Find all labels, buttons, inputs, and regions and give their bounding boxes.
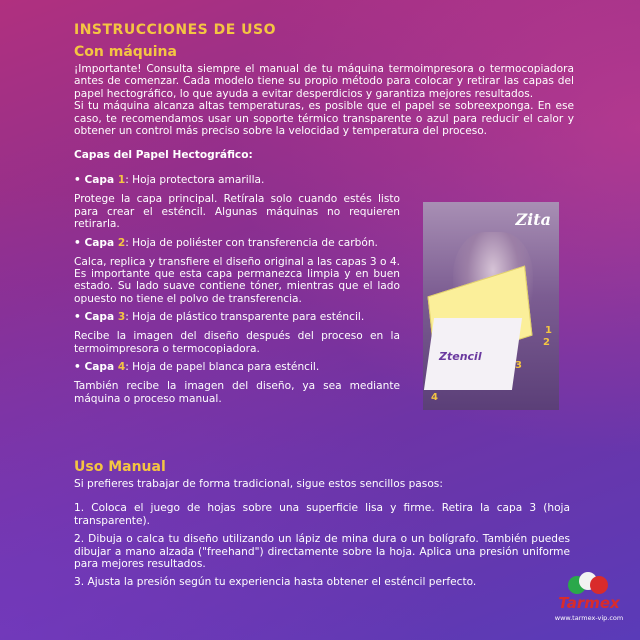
ztencil-logo: Ztencil [439,350,482,363]
layer-2-title: • Capa 2: Hoja de poliéster con transferencia de carbón. [74,236,378,249]
layer-label-2: 2 [543,337,550,348]
layer-4-description: También recibe la imagen del diseño, ya sea mediante máquina o proceso manual. [74,380,400,405]
layer-1-title: • Capa 1: Hoja protectora amarilla. [74,174,265,187]
layer-label-1: 1 [545,325,552,336]
layer-1-description: Protege la capa principal. Retírala solo cuando estés listo para crear el esténcil. Algunas máquinas no requieren retirarla. [74,193,400,231]
manual-step-2: 2. Dibuja o calca tu diseño utilizando un lápiz de mina dura o un bolígrafo. También puedes dibujar a mano alzada ("freehand") directamente sobre la hoja. Aplica una presión uniforme para mejores resultados. [74,533,570,571]
layer-label-4: 4 [431,392,438,403]
layer-4-title: • Capa 4: Hoja de papel blanca para esténcil. [74,361,320,374]
layer-2-description: Calca, replica y transfiere el diseño original a las capas 3 o 4. Es importante que esta capa permanezca limpia y en buen estado. Su lado suave contiene tóner, mientras que el lado opuesto no tiene el polvo de transferencia. [74,255,400,305]
manual-heading: Uso Manual [74,459,166,475]
manual-step-3: 3. Ajusta la presión según tu experiencia hasta obtener el esténcil perfecto. [74,576,477,589]
layer-3-description: Recibe la imagen del diseño después del proceso en la termoimpresora o termocopiadora. [74,330,400,355]
manual-intro: Si prefieres trabajar de forma tradicional, sigue estos sencillos pasos: [74,478,443,490]
layers-list [74,174,400,404]
machine-paragraph-2: Si tu máquina alcanza altas temperaturas, es posible que el papel se sobreexponga. En ese caso, te recomendamos usar un soporte térmico transparente o azul para reducir el calor y obtener un control más preciso sobre la velocidad y temperatura del proceso. [74,100,574,138]
layers-heading: Capas del Papel Hectográfico: [74,149,253,162]
page-title: INSTRUCCIONES DE USO [74,22,277,38]
zita-logo: Zita [515,210,551,229]
tarmex-name: Tarmex [558,594,620,612]
machine-heading: Con máquina [74,44,177,60]
layer-label-3: 3 [515,360,522,371]
tarmex-mark-icon [568,572,608,596]
product-image [423,202,559,410]
tarmex-logo [552,572,626,632]
layer-3-title: • Capa 3: Hoja de plástico transparente para esténcil. [74,311,365,324]
machine-paragraph-1: ¡Importante! Consulta siempre el manual de tu máquina termoimpresora o termocopiadora antes de comenzar. Cada modelo tiene su propio método para colocar y retirar las capas del papel hectográfico, lo que ayuda a evitar desperdicios y garantiza mejores resultados. [74,63,574,100]
tarmex-url: www.tarmex-vip.com [554,614,624,622]
manual-section [74,458,570,589]
manual-step-1: 1. Coloca el juego de hojas sobre una superficie lisa y firme. Retira la capa 3 (hoja transparente). [74,502,570,527]
